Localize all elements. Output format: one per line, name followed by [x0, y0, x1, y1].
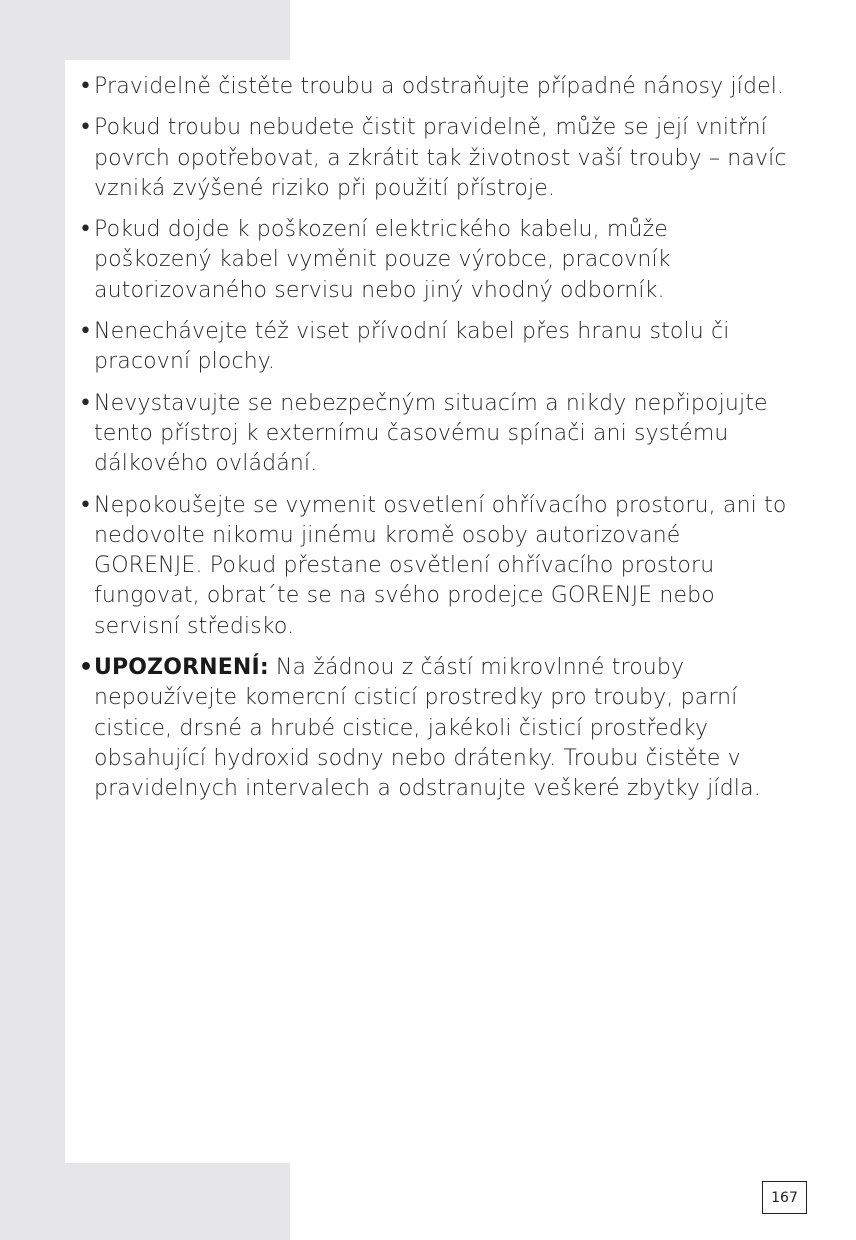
instruction-item	[79, 113, 791, 204]
item-text: Pokud troubu nebudete čistit pravidelně, může se její vnitřní povrch opotřebovat, a zkrátit tak životnost vaší trouby – navíc vzniká zvýšené riziko při použití přístroje.	[94, 115, 787, 201]
item-text: Nenechávejte též viset přívodní kabel přes hranu stolu či pracovní plochy.	[94, 319, 730, 375]
instruction-item-warning	[79, 653, 791, 804]
instruction-item	[79, 215, 791, 306]
page-number: 167	[762, 1181, 807, 1214]
item-text: Pokud dojde k poškození elektrického kabelu, může poškozený kabel vyměnit pouze výrobce, pracovník autorizovaného servisu nebo jiný vhodný odborník.	[94, 217, 671, 303]
instruction-list	[79, 72, 791, 816]
item-text: Pravidelně čistěte troubu a odstraňujte případné nánosy jídel.	[94, 74, 785, 99]
bullet-icon: •	[79, 217, 93, 243]
item-text: Nepokoušejte se vymenit osvetlení ohřívacího prostoru, ani to nedovolte nikomu jinému kromě osoby autorizované GORENJE. Pokud přestane osvětlení ohřívacího prostoru fungovat, obrat´te se na svého prodejce GORENJE nebo servisní středisko.	[94, 492, 787, 639]
instruction-item	[79, 389, 791, 480]
bullet-icon: •	[79, 492, 93, 518]
instruction-item	[79, 491, 791, 642]
bullet-icon: •	[79, 74, 93, 99]
bullet-icon: •	[79, 115, 93, 141]
item-text: Na žádnou z částí mikrovlnné trouby nepoužívejte komercní cisticí prostredky pro trouby, parní cistice, drsné a hrubé cistice, jakékoli čisticí prostředky obsahující hydroxid sodny nebo drátenky. Troubu čistěte v pravidelnych intervalech a odstranujte veškeré zbytky jídla.	[94, 655, 761, 802]
bullet-icon: •	[79, 319, 93, 345]
bullet-icon: •	[79, 655, 94, 681]
instruction-item	[79, 72, 791, 102]
bullet-icon: •	[79, 390, 93, 416]
warning-label: UPOZORNENÍ:	[94, 655, 269, 681]
instruction-item	[79, 317, 791, 378]
item-text: Nevystavujte se nebezpečným situacím a nikdy nepřipojujte tento přístroj k externímu časovému spínači ani systému dálkového ovládání.	[94, 390, 768, 477]
